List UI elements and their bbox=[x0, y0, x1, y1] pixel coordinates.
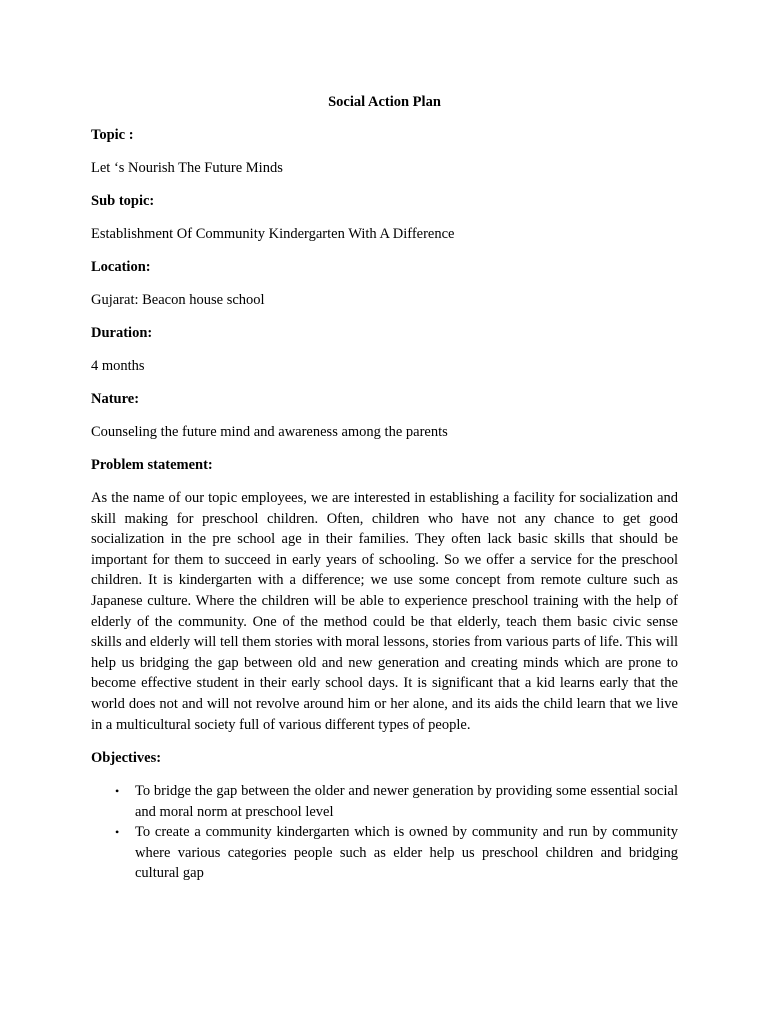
location-text: Gujarat: Beacon house school bbox=[91, 292, 265, 308]
objectives-heading: Objectives: bbox=[91, 750, 162, 767]
subtopic-text: Establishment Of Community Kindergarten With A Difference bbox=[91, 226, 455, 242]
problem-statement-paragraph: As the name of our topic employees, we are interested in establishing a facility for socialization and skill making for preschool children. Often, children who have not any chance to get good socialization in the pre school age in their families. They often lack basic skills that should be important for them to succeed in early years of schooling. So we offer a service for the preschool children. It is kindergarten with a difference; we use some concept from remote culture such as Japanese culture. Where the children will be able to experience preschool training with the help of elderly of the community. One of the method could be that elderly, teach them basic civic sense skills and elderly will tell them stories with moral lessons, stories from various parts of life. This will help us bridging the gap between old and new generation and creating minds which are prone to become effective student in their early school days. It is significant that a kid learns early that the world does not and will not revolve around him or her alone, and its aids the child learn that we live in a multicultural society full of various different types of people. bbox=[91, 490, 678, 733]
subtopic-heading: Sub topic: bbox=[91, 193, 155, 209]
nature-heading: Nature: bbox=[91, 391, 140, 407]
nature-text: Counseling the future mind and awareness among the parents bbox=[91, 424, 448, 440]
objective-item bbox=[91, 822, 678, 884]
bullet-icon: • bbox=[115, 825, 120, 840]
document-title: Social Action Plan bbox=[328, 94, 441, 110]
objective-item bbox=[91, 781, 678, 822]
document-page bbox=[91, 92, 678, 884]
objective-text: To create a community kindergarten which is owned by community and run by community where various categories people such as elder help us preschool children and bridging cultural gap bbox=[135, 824, 678, 882]
objective-text: To bridge the gap between the older and newer generation by providing some essential social and moral norm at preschool level bbox=[135, 783, 678, 820]
bullet-icon: • bbox=[115, 784, 120, 799]
topic-heading: Topic : bbox=[91, 127, 134, 143]
topic-text: Let ‘s Nourish The Future Minds bbox=[91, 160, 283, 176]
objectives-list bbox=[91, 781, 678, 884]
duration-heading: Duration: bbox=[91, 325, 153, 341]
duration-text: 4 months bbox=[91, 358, 145, 374]
location-heading: Location: bbox=[91, 259, 151, 275]
problem-statement-heading: Problem statement: bbox=[91, 457, 213, 473]
